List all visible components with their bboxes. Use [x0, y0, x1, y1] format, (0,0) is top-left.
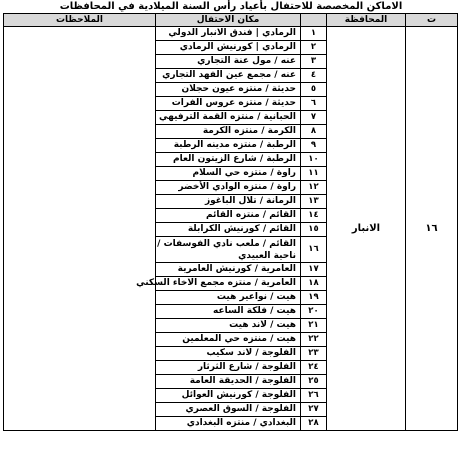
- sequence-cell: ١١: [301, 167, 327, 181]
- location-cell: الفلوجة / شارع الثرثار: [156, 361, 301, 375]
- sequence-cell: ١٢: [301, 181, 327, 195]
- sequence-cell: ٢٨: [301, 417, 327, 431]
- sequence-cell: ٢٥: [301, 375, 327, 389]
- sequence-cell: ٢١: [301, 319, 327, 333]
- sequence-cell: ٢٧: [301, 403, 327, 417]
- location-cell: البغدادي / منتزه البغدادي: [156, 417, 301, 431]
- notes-cell: [4, 27, 156, 431]
- header-notes: الملاحظات: [4, 14, 156, 27]
- sequence-cell: ٢٦: [301, 389, 327, 403]
- page-title: الاماكن المخصصة للاحتفال بأعياد رأس السنة الميلادية في المحافظات: [59, 1, 403, 12]
- sequence-cell: ٨: [301, 125, 327, 139]
- location-cell: راوة / منتزه حي السلام: [156, 167, 301, 181]
- header-location: مكان الاحتفال: [156, 14, 301, 27]
- sequence-cell: ٢٢: [301, 333, 327, 347]
- sequence-cell: ١٣: [301, 195, 327, 209]
- location-cell: هيت / فلكة الساعه: [156, 305, 301, 319]
- location-cell: هيت / منتزه حي المعلمين: [156, 333, 301, 347]
- location-cell: القائم / ملعب نادي الفوسفات / ناحية العبيدي: [156, 237, 301, 263]
- document: [4, 0, 458, 431]
- sequence-cell: ٩: [301, 139, 327, 153]
- header-sequence: [301, 14, 327, 27]
- location-cell: الكرمة / منتزه الكرمة: [156, 125, 301, 139]
- sequence-cell: ١٦: [301, 237, 327, 263]
- location-cell: الرطبة / منتزه مدينه الرطبة: [156, 139, 301, 153]
- header-governorate: المحافظة: [327, 14, 406, 27]
- table-body: [4, 27, 458, 431]
- location-cell: العامرية / منتزه مجمع الاخاء السكني: [156, 277, 301, 291]
- location-cell: الرطبة / شارع الزيتون العام: [156, 153, 301, 167]
- sequence-cell: ١٠: [301, 153, 327, 167]
- location-cell: العامرية / كورنيش العامرية: [156, 263, 301, 277]
- sequence-cell: ٢٤: [301, 361, 327, 375]
- location-cell: عنه / مجمع عين الفهد التجاري: [156, 69, 301, 83]
- group-number-cell: ١٦: [406, 27, 458, 431]
- location-cell: الفلوجة / كورنيش العوائل: [156, 389, 301, 403]
- sequence-cell: ٤: [301, 69, 327, 83]
- sequence-cell: ٢: [301, 41, 327, 55]
- location-cell: الفلوجة / الحديقة العامة: [156, 375, 301, 389]
- sequence-cell: ٧: [301, 111, 327, 125]
- sequence-cell: ١٤: [301, 209, 327, 223]
- location-cell: الفلوجة / لاند سكيب: [156, 347, 301, 361]
- location-cell: حديثة / منتزه عيون حجلان: [156, 83, 301, 97]
- location-cell: الرمادي | فندق الانبار الدولي: [156, 27, 301, 41]
- sequence-cell: ١٨: [301, 277, 327, 291]
- sequence-cell: ٢٠: [301, 305, 327, 319]
- sequence-cell: ٣: [301, 55, 327, 69]
- celebration-locations-table: [3, 13, 458, 431]
- location-cell: القائم / منتزه القائم: [156, 209, 301, 223]
- location-cell: الحبانية / منتزه القمة الترفيهي: [156, 111, 301, 125]
- location-cell: القائم / كورنيش الكرابلة: [156, 223, 301, 237]
- location-cell: راوة / منتزه الوادي الأخضر: [156, 181, 301, 195]
- location-cell: عنه / مول عنة التجاري: [156, 55, 301, 69]
- sequence-cell: ١٧: [301, 263, 327, 277]
- location-cell: الرمانة / تلال الباغوز: [156, 195, 301, 209]
- governorate-cell: الانبار: [327, 27, 406, 431]
- location-cell: حديثة / منتزه عروس الفرات: [156, 97, 301, 111]
- table-row: [4, 27, 458, 41]
- sequence-cell: ٦: [301, 97, 327, 111]
- location-cell: هيت / نواعير هيت: [156, 291, 301, 305]
- header-number: ت: [406, 14, 458, 27]
- sequence-cell: ١٩: [301, 291, 327, 305]
- sequence-cell: ١: [301, 27, 327, 41]
- sequence-cell: ٥: [301, 83, 327, 97]
- sequence-cell: ١٥: [301, 223, 327, 237]
- location-cell: هيت / لاند هيت: [156, 319, 301, 333]
- table-header-row: [4, 14, 458, 27]
- location-cell: الرمادي | كورنيش الرمادي: [156, 41, 301, 55]
- sequence-cell: ٢٣: [301, 347, 327, 361]
- location-cell: الفلوجة / السوق العصري: [156, 403, 301, 417]
